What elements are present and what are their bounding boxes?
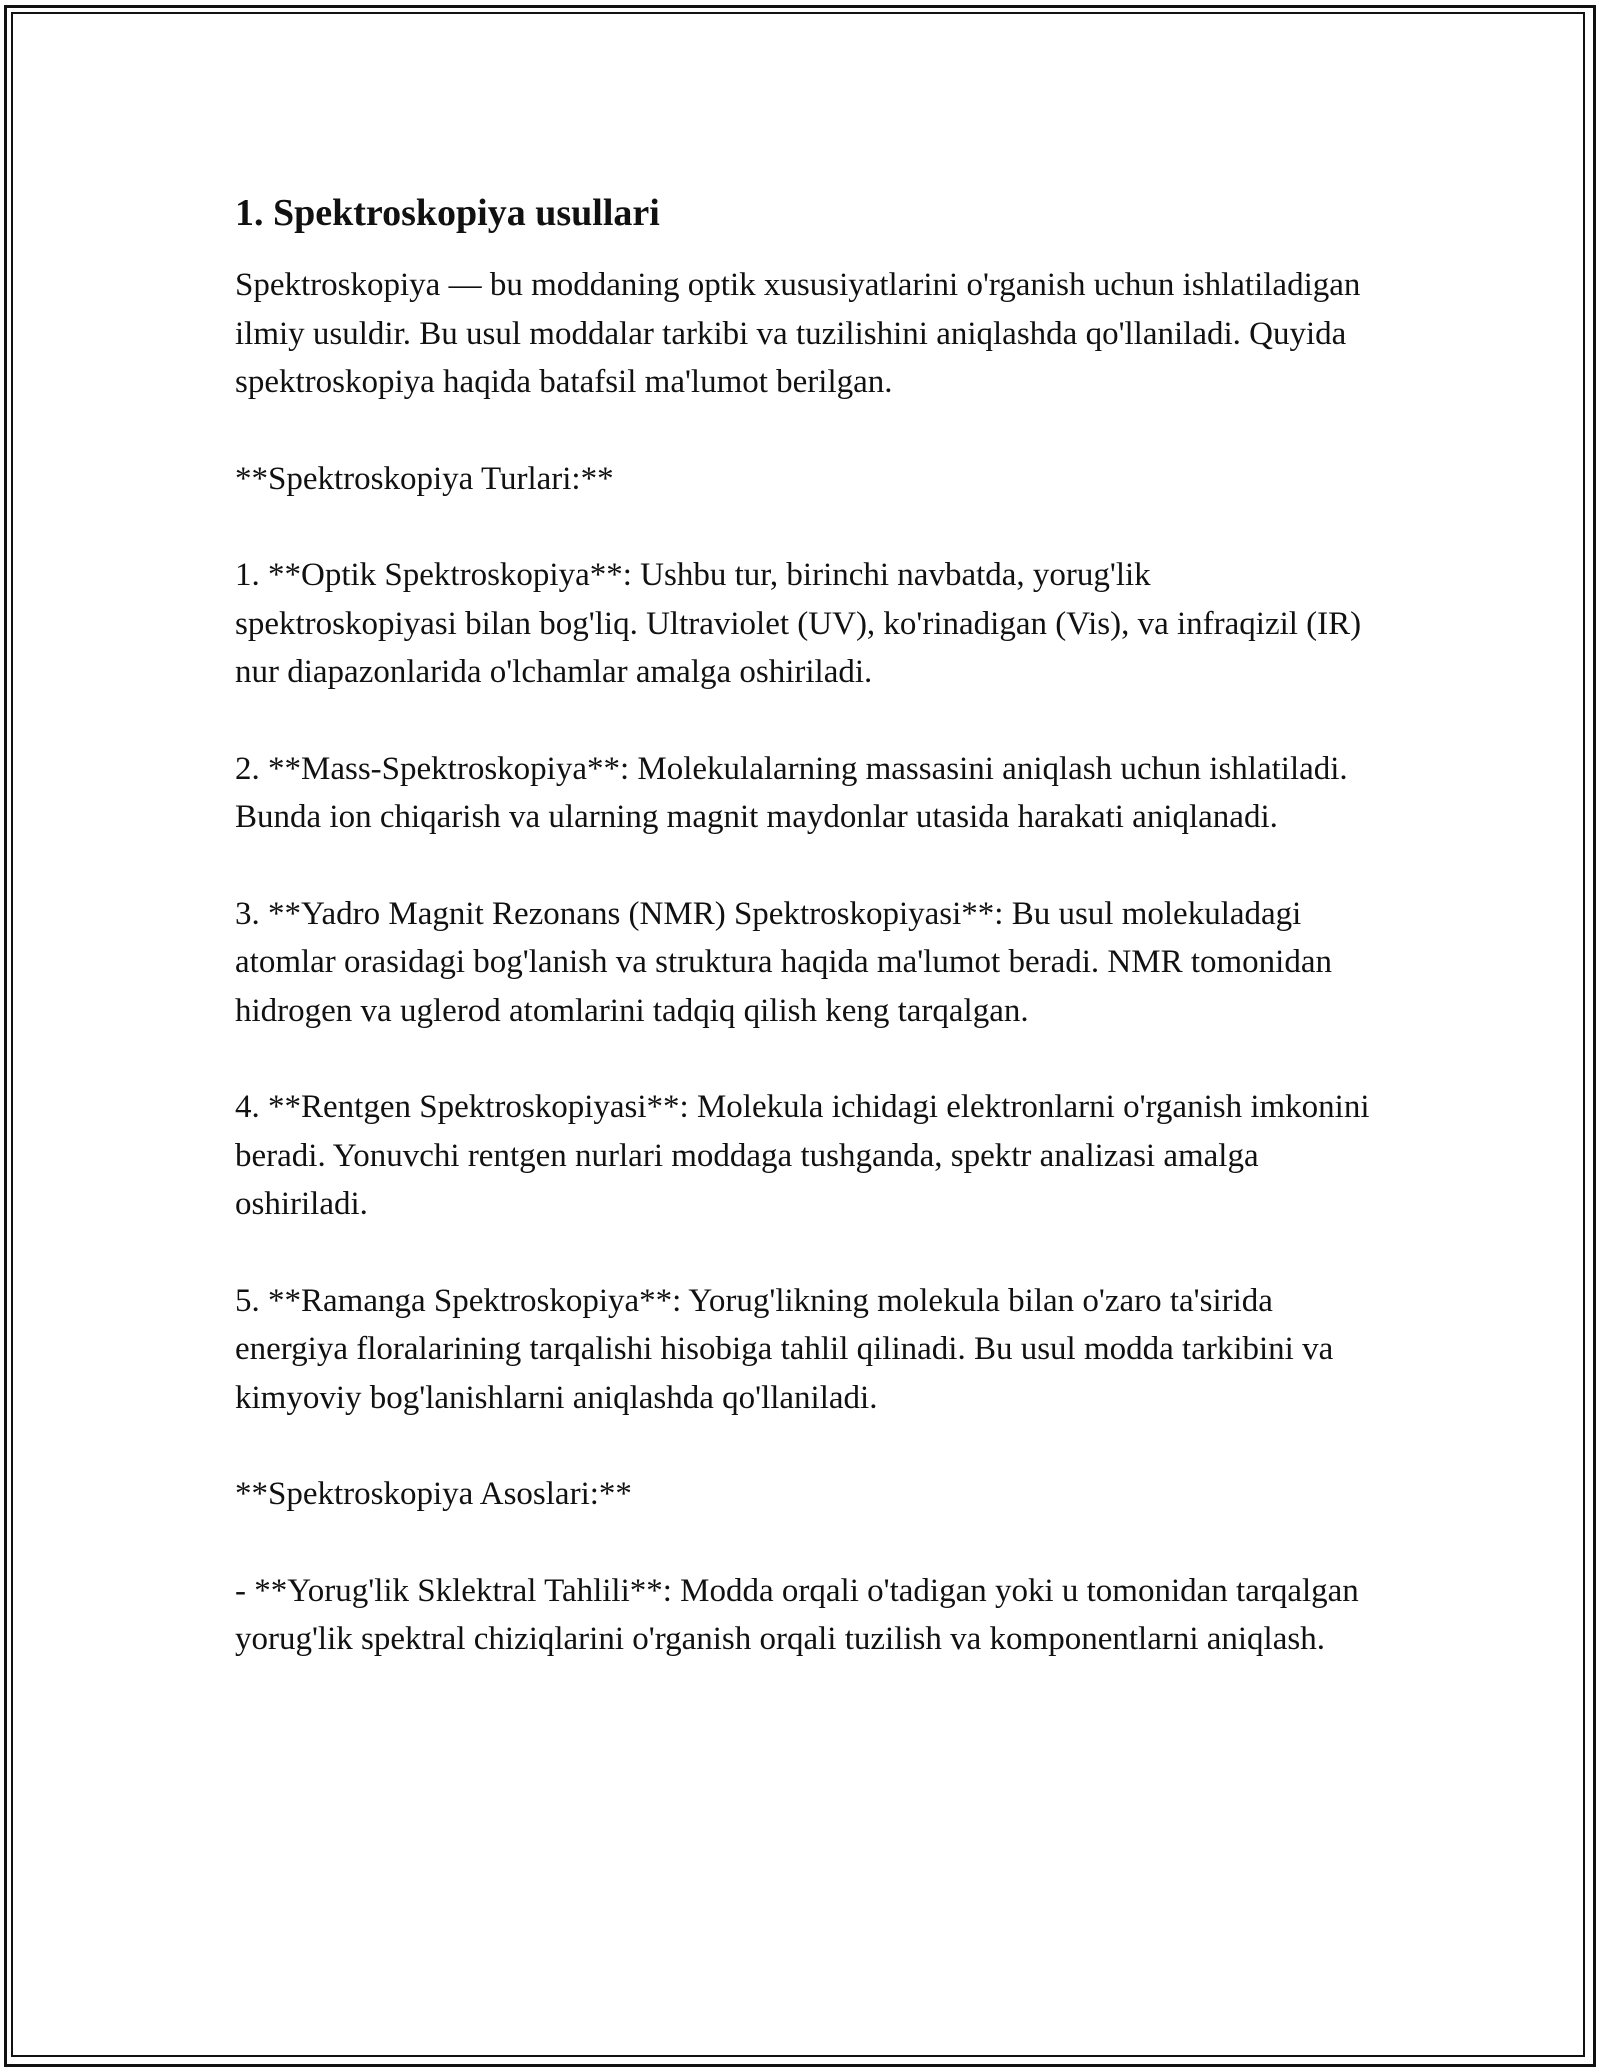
section-heading-basics: **Spektroskopiya Asoslari:** xyxy=(235,1476,632,1512)
section-heading-types: **Spektroskopiya Turlari:** xyxy=(235,460,614,497)
list-item-mass: 2. **Mass-Spektroskopiya**: Molekulalarning massasini aniqlash uchun ishlatiladi. Bunda ion chiqarish va ularning magnit maydonlar utasida harakati aniqlanadi. xyxy=(235,750,1348,835)
list-item-xray: 4. **Rentgen Spektroskopiyasi**: Molekula ichidagi elektronlarni o'rganish imkonini beradi. Yonuvchi rentgen nurlari moddaga tushganda, spektr analizasi amalga oshiriladi. xyxy=(235,1089,1370,1222)
list-item-nmr: 3. **Yadro Magnit Rezonans (NMR) Spektroskopiyasi**: Bu usul molekuladagi atomlar orasidagi bog'lanish va struktura haqida ma'lumot beradi. NMR tomonidan hidrogen va uglerod atomlarini tadqiq qilish keng tarqalgan. xyxy=(235,895,1332,1029)
document-title: 1. Spektroskopiya usullari xyxy=(235,192,660,234)
document-page xyxy=(235,185,1375,1664)
bullet-item-spectral-analysis: - **Yorug'lik Sklektral Tahlili**: Modda orqali o'tadigan yoki u tomonidan tarqalgan yorug'lik spektral chiziqlarini o'rganish orqali tuzilish va komponentlarni aniqlash. xyxy=(235,1572,1359,1657)
list-item-raman: 5. **Ramanga Spektroskopiya**: Yorug'likning molekula bilan o'zaro ta'sirida energiya floralarining tarqalishi hisobiga tahlil qilinadi. Bu usul modda tarkibini va kimyoviy bog'lanishlarni aniqlashda qo'llaniladi. xyxy=(235,1282,1334,1416)
intro-paragraph: Spektroskopiya — bu moddaning optik xususiyatlarini o'rganish uchun ishlatiladigan ilmiy usuldir. Bu usul moddalar tarkibi va tuzilishini aniqlashda qo'llaniladi. Quyida spektroskopiya haqida batafsil ma'lumot berilgan. xyxy=(235,267,1361,400)
list-item-optical: 1. **Optik Spektroskopiya**: Ushbu tur, birinchi navbatda, yorug'lik spektroskopiyasi bilan bog'liq. Ultraviolet (UV), ko'rinadigan (Vis), va infraqizil (IR) nur diapazonlarida o'lchamlar amalga oshiriladi. xyxy=(235,557,1362,690)
